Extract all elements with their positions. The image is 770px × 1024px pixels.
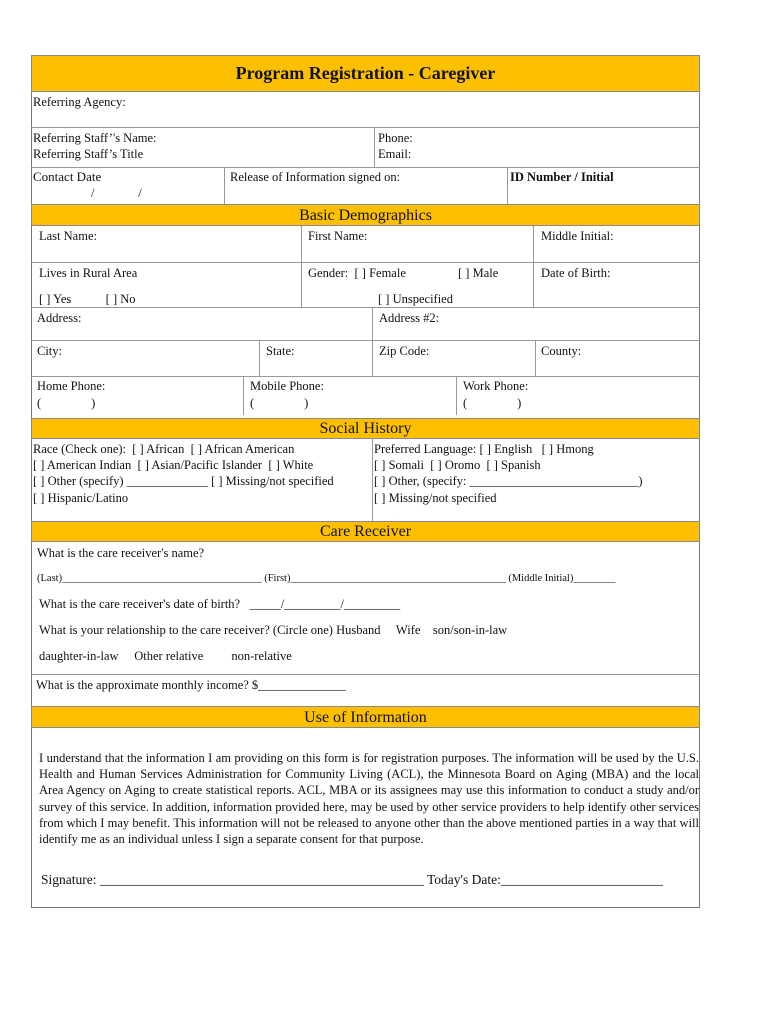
contact-date-label: Contact Date bbox=[33, 169, 102, 184]
care-receiver-name-line[interactable]: (Last)______________________________________ (First)_________________________________________ (Middle Initial)________ bbox=[37, 573, 616, 584]
mobile-phone-paren: ( ) bbox=[250, 396, 309, 410]
id-number-label: ID Number / Initial bbox=[510, 170, 614, 184]
county-label: County: bbox=[541, 344, 582, 358]
social-history-band bbox=[31, 418, 700, 439]
care-receiver-name-question: What is the care receiver's name? bbox=[37, 546, 205, 560]
gender-unspecified-option[interactable]: [ ] Unspecified bbox=[378, 292, 453, 306]
page-title: Program Registration - Caregiver bbox=[235, 63, 496, 83]
use-of-information-header: Use of Information bbox=[304, 709, 427, 726]
relationship-line-2[interactable]: daughter-in-law Other relative non-relative bbox=[39, 649, 292, 663]
gender-male-option[interactable]: [ ] Male bbox=[458, 266, 499, 280]
address2-label: Address #2: bbox=[379, 311, 440, 325]
consent-paragraph: I understand that the information I am providing on this form is for registration purposes. The information will be used by the U.S. Health and Human Services Administration for Community Living (ACL), the Minnesota Board on Aging (MBA) and the local Area Agency on Aging to create statistical reports. ACL, MBA or its assignees may use this information to conduct a study and/or survey of this service. In addition, information provided here, may be used by other service providers to help identify other services from which I may benefit. This information will not be released to anyone other than the above mentioned parties in a way that will identify me as an individual unless I sign a separate consent for that purpose. bbox=[39, 751, 699, 847]
zip-code-label: Zip Code: bbox=[379, 344, 430, 358]
contact-date-slashes: / / bbox=[91, 186, 142, 200]
gender-female-option[interactable]: Gender: [ ] Female bbox=[308, 266, 406, 280]
email-label: Email: bbox=[378, 147, 412, 161]
care-receiver-band bbox=[31, 521, 700, 542]
language-line-4: [ ] Missing/not specified bbox=[374, 491, 497, 505]
language-line-2: [ ] Somali [ ] Oromo [ ] Spanish bbox=[374, 458, 541, 472]
race-line-4: [ ] Hispanic/Latino bbox=[33, 491, 129, 505]
race-line-2: [ ] American Indian [ ] Asian/Pacific Islander [ ] White bbox=[33, 458, 314, 472]
form-title-band bbox=[31, 55, 700, 92]
middle-initial-label: Middle Initial: bbox=[541, 229, 614, 243]
referring-agency-label: Referring Agency: bbox=[33, 95, 126, 109]
social-history-header: Social History bbox=[319, 420, 412, 437]
care-receiver-dob-question[interactable]: What is the care receiver's date of birth? _____/_________/_________ bbox=[39, 597, 401, 611]
signature-line[interactable]: Signature: ________________________________________________ Today's Date:________________________ bbox=[41, 872, 663, 887]
staff-title-label: Referring Staff’s Title bbox=[33, 147, 144, 161]
monthly-income-question[interactable]: What is the approximate monthly income? $______________ bbox=[36, 678, 346, 692]
city-label: City: bbox=[37, 344, 63, 358]
mobile-phone-label: Mobile Phone: bbox=[250, 379, 324, 393]
basic-demographics-band bbox=[31, 204, 700, 226]
use-of-information-band bbox=[31, 706, 700, 728]
work-phone-label: Work Phone: bbox=[463, 379, 529, 393]
state-label: State: bbox=[266, 344, 295, 358]
address-label: Address: bbox=[37, 311, 82, 325]
date-of-birth-label: Date of Birth: bbox=[541, 266, 611, 280]
race-line-3: [ ] Other (specify) _____________ [ ] Missing/not specified bbox=[33, 474, 334, 488]
staff-name-label: Referring Staff’'s Name: bbox=[33, 131, 157, 145]
relationship-question[interactable]: What is your relationship to the care receiver? (Circle one) Husband Wife son/son-in-law bbox=[39, 623, 508, 637]
first-name-label: First Name: bbox=[308, 229, 368, 243]
home-phone-paren: ( ) bbox=[37, 396, 96, 410]
rural-area-label: Lives in Rural Area bbox=[39, 266, 138, 280]
race-line-1: Race (Check one): [ ] African [ ] African American bbox=[33, 442, 295, 456]
language-line-3: [ ] Other, (specify: ___________________________) bbox=[374, 474, 643, 488]
last-name-label: Last Name: bbox=[39, 229, 97, 243]
rural-area-options[interactable]: [ ] Yes [ ] No bbox=[39, 292, 136, 306]
work-phone-paren: ( ) bbox=[463, 396, 522, 410]
basic-demographics-header: Basic Demographics bbox=[299, 207, 432, 224]
release-label: Release of Information signed on: bbox=[230, 170, 401, 184]
language-line-1: Preferred Language: [ ] English [ ] Hmong bbox=[374, 442, 594, 456]
phone-label: Phone: bbox=[378, 131, 413, 145]
care-receiver-header: Care Receiver bbox=[319, 523, 412, 540]
home-phone-label: Home Phone: bbox=[37, 379, 106, 393]
